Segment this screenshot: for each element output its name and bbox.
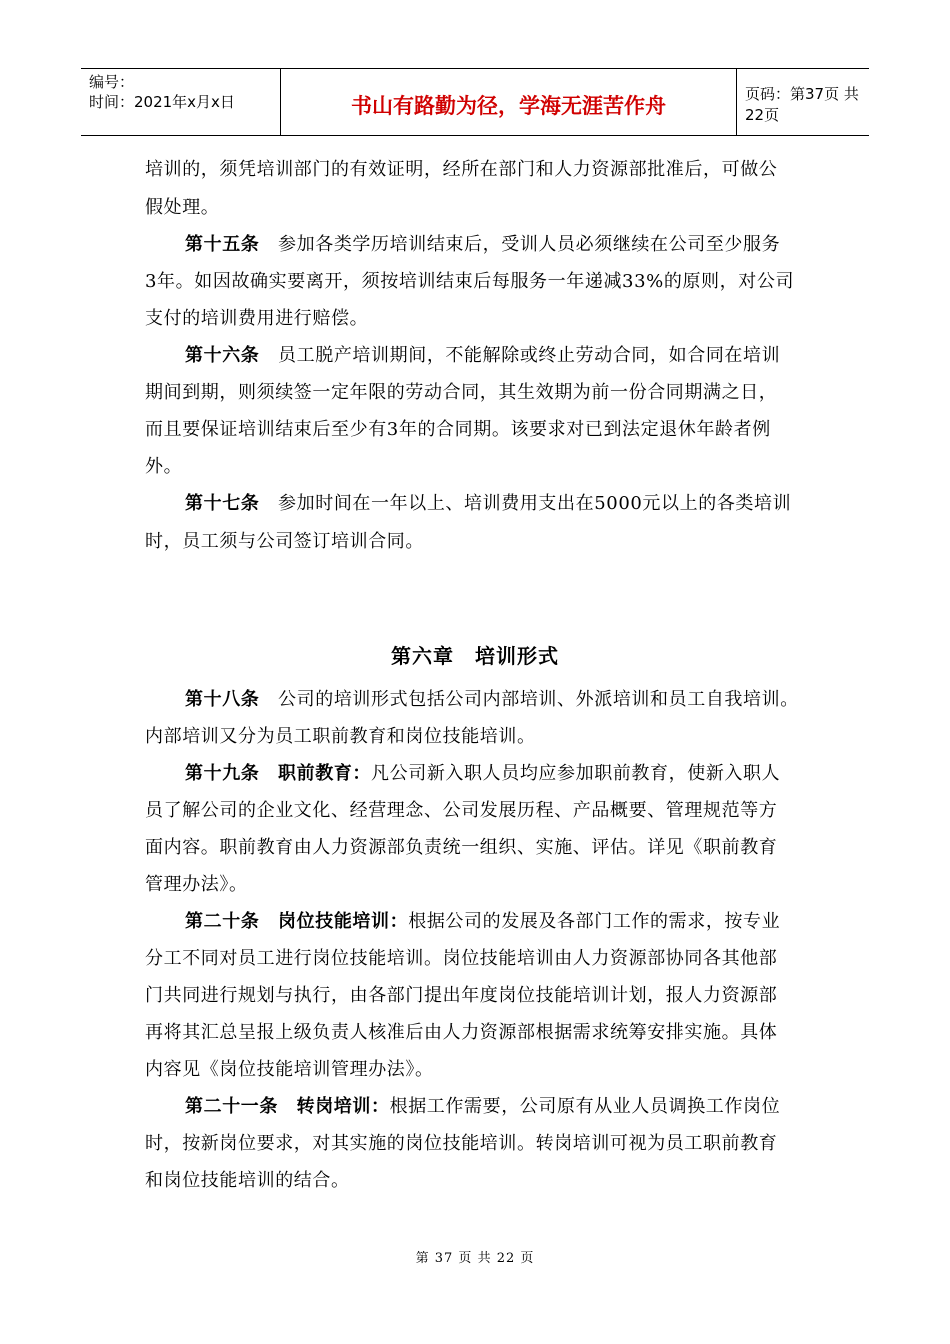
header-meta [81,69,281,135]
document-code: 编号： [89,73,135,91]
paragraph-line: 外。 [145,456,183,477]
paragraph-line: 再将其汇总呈报上级负责人核准后由人力资源部根据需求统筹安排实施。具体 [145,1022,778,1043]
paragraph-line: 面内容。职前教育由人力资源部负责统一组织、实施、评估。详见《职前教育 [145,837,778,858]
article-21-first-line: 第二十一条 转岗培训：根据工作需要，公司原有从业人员调换工作岗位 [185,1096,781,1117]
paragraph-line: 支付的培训费用进行赔偿。 [145,308,369,329]
paragraph-line: 分工不同对员工进行岗位技能培训。岗位技能培训由人力资源部协同各其他部 [145,948,778,969]
paragraph-line: 门共同进行规划与执行，由各部门提出年度岗位技能培训计划，报人力资源部 [145,985,778,1006]
article-15-first-line: 第十五条 参加各类学历培训结束后，受训人员必须继续在公司至少服务 [185,234,781,255]
paragraph-line: 管理办法》。 [145,874,248,895]
article-19-first-line: 第十九条 职前教育：凡公司新入职人员均应参加职前教育，使新入职人 [185,763,781,784]
paragraph-line: 而且要保证培训结束后至少有3年的合同期。该要求对已到法定退休年龄者例 [145,419,771,440]
paragraph-line: 员了解公司的企业文化、经营理念、公司发展历程、产品概要、管理规范等方 [145,800,778,821]
article-number: 第十七条 [185,493,260,514]
article-number: 第十八条 [185,689,260,710]
chapter-title: 第六章 培训形式 [391,644,559,668]
article-17-first-line: 第十七条 参加时间在一年以上、培训费用支出在5000元以上的各类培训 [185,493,792,514]
article-18-first-line: 第十八条 公司的培训形式包括公司内部培训、外派培训和员工自我培训。 [185,689,799,710]
page-header [81,68,869,136]
paragraph-line: 假处理。 [145,197,220,218]
paragraph-line: 时，按新岗位要求，对其实施的岗位技能培训。转岗培训可视为员工职前教育 [145,1133,778,1154]
header-motto: 书山有路勤为径，学海无涯苦作舟 [281,69,737,135]
paragraph-line: 期间到期，则须续签一定年限的劳动合同，其生效期为前一份合同期满之日， [145,382,778,403]
paragraph-line: 内部培训又分为员工职前教育和岗位技能培训。 [145,726,536,747]
article-number: 第十五条 [185,234,260,255]
article-term: 岗位技能培训： [278,911,409,932]
article-number: 第二十条 [185,911,260,932]
article-number: 第二十一条 [185,1096,278,1117]
article-number: 第十九条 [185,763,260,784]
article-16-first-line: 第十六条 员工脱产培训期间，不能解除或终止劳动合同，如合同在培训 [185,345,781,366]
paragraph-line: 3年。如因故确实要离开，须按培训结束后每服务一年递减33%的原则，对公司 [145,271,795,292]
article-term: 转岗培训： [296,1096,390,1117]
document-date: 时间：2021年x月x日 [89,93,235,111]
paragraph-line: 内容见《岗位技能培训管理办法》。 [145,1059,434,1080]
header-page-number: 页码：第37页 共22页 [745,85,859,124]
article-term: 职前教育： [278,763,372,784]
paragraph-line: 时，员工须与公司签订培训合同。 [145,531,424,552]
paragraph-line: 和岗位技能培训的结合。 [145,1170,350,1191]
article-number: 第十六条 [185,345,260,366]
page-footer: 第 37 页 共 22 页 [415,1251,535,1266]
paragraph-line: 培训的，须凭培训部门的有效证明，经所在部门和人力资源部批准后，可做公 [145,159,778,180]
article-20-first-line: 第二十条 岗位技能培训：根据公司的发展及各部门工作的需求，按专业 [185,911,781,932]
